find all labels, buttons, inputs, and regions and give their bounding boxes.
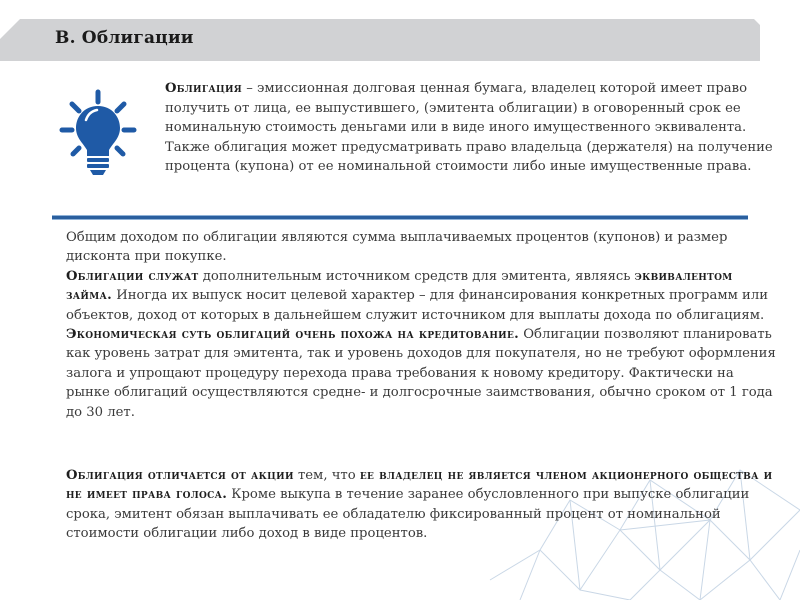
economics-text: Облигации позволяют планировать как уровень затрат для эмитента, так и уровень доходов для покупателя, но не требуют оформления залога и упрощают процедуру перехода права требования к новому кредитору. Фактически на рынке облигаций осуществляются средне- и долгосрочные заимствования, обычно сроком от 1 года до 30 лет. xyxy=(66,327,776,420)
purpose-bold-1: Облигации служат xyxy=(66,268,199,284)
purpose-paragraph xyxy=(66,267,781,325)
difference-text-1: тем, что xyxy=(293,468,360,483)
page-title: В. Облигации xyxy=(55,28,194,48)
economics-paragraph xyxy=(66,325,781,422)
difference-paragraph xyxy=(66,466,781,544)
purpose-text-2: Иногда их выпуск носит целевой характер – для финансирования конкретных программ или объектов, доход от которых в дальнейшем служит источником для выплаты дохода по облигациям. xyxy=(66,288,769,323)
difference-bold-2: ее владелец не является членом акционерного общества и не имеет права голоса. xyxy=(66,468,773,503)
section-divider xyxy=(52,216,748,219)
economics-bold: Экономическая суть облигаций очень похожа на кредитование. xyxy=(66,327,520,343)
purpose-text-1: дополнительным источником средств для эмитента, являясь xyxy=(198,268,635,284)
body-text xyxy=(66,228,781,422)
definition-paragraph xyxy=(165,79,775,177)
difference-bold-1: Облигация отличается от акции xyxy=(66,468,294,483)
income-paragraph: Общим доходом по облигации являются сумма выплачиваемых процентов (купонов) и размер дисконта при покупке. xyxy=(66,230,728,265)
difference-text-2: Кроме выкупа в течение заранее обусловленного при выпуске облигации срока, эмитент обязан выплачивать ее обладателю фиксированный процент от номинальной стоимости облигации либо доход в виде процентов. xyxy=(66,487,750,542)
definition-term: Облигация xyxy=(165,81,243,96)
definition-text: – эмиссионная долговая ценная бумага, владелец которой имеет право получить от лица, ее выпустившего, (эмитента облигации) в оговоренный срок ее номинальную стоимость деньгами или в виде иного имущественного эквивалента. Также облигация может предусматривать право владельца (держателя) на получение процента (купона) от ее номинальной стоимости либо иные имущественные права. xyxy=(165,81,773,174)
purpose-bold-2: эквивалентом займа. xyxy=(66,268,733,304)
lightbulb-icon xyxy=(58,88,138,178)
